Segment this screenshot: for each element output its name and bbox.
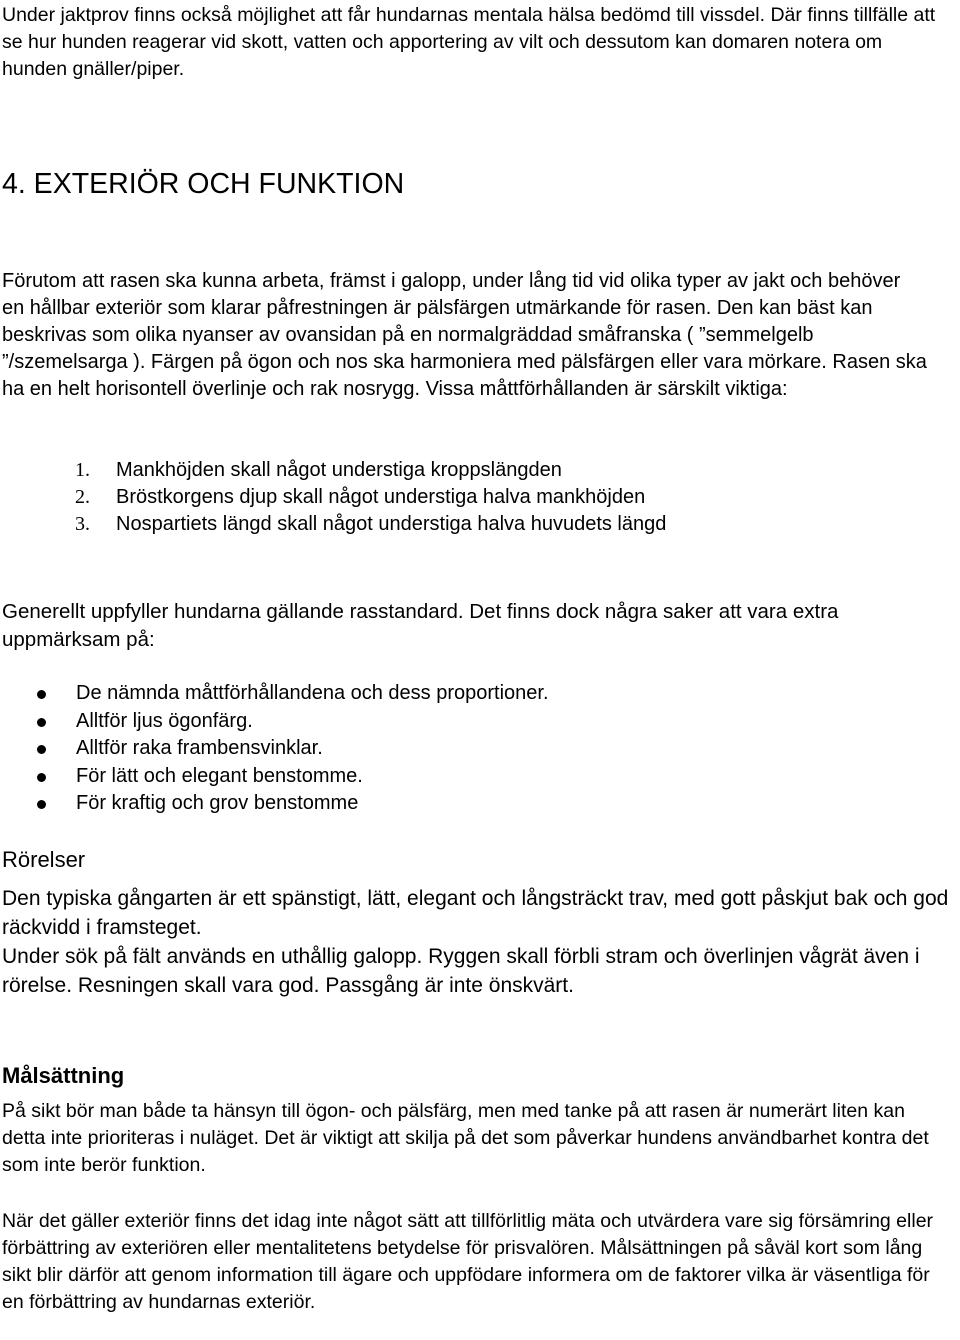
movement-text <box>2 884 960 1000</box>
list-item-text: För kraftig och grov benstomme <box>76 792 359 814</box>
list-item <box>0 680 950 708</box>
bullet-icon <box>37 773 46 782</box>
movement-heading: Rörelser <box>2 847 86 872</box>
bullet-icon <box>37 745 46 754</box>
list-item-text: Alltför raka frambensvinklar. <box>76 737 323 759</box>
list-item-text: De nämnda måttförhållandena och dess proportioner. <box>76 682 549 704</box>
list-number: 1. <box>75 459 90 481</box>
list-item <box>0 708 950 736</box>
list-item-text: Nospartiets längd skall något understiga halva huvudets längd <box>116 513 667 535</box>
intro-paragraph: Under jaktprov finns också möjlighet att får hundarnas mentala hälsa bedömd till vissdel. Där finns tillfälle att se hur hunden reagerar vid skott, vatten och apportering av vilt och dessutom kan domaren notera om hunden gnäller/piper. <box>2 4 936 80</box>
list-number: 2. <box>75 486 90 508</box>
goal-paragraph-1: På sikt bör man både ta hänsyn till ögon- och pälsfärg, men med tanke på att rasen är numerärt liten kan detta inte prioriteras i nuläget. Det är viktigt att skilja på det som påverkar hundens användbarhet kontra det som inte berör funktion. <box>2 1100 929 1176</box>
general-paragraph: Generellt uppfyller hundarna gällande rasstandard. Det finns dock några saker att vara extra uppmärksam på: <box>2 600 839 651</box>
list-item-text: Bröstkorgens djup skall något understiga halva mankhöjden <box>116 486 646 508</box>
bullet-icon <box>37 690 46 699</box>
list-number: 3. <box>75 513 90 535</box>
section-body-paragraph: Förutom att rasen ska kunna arbeta, främst i galopp, under lång tid vid olika typer av jakt och behöver en hållbar exteriör som klarar påfrestningen är pälsfärgen utmärkande för rasen. Den kan bäst kan beskrivas som olika nyanser av ovansidan på en normalgräddad småfranska ( ”semmelgelb ”/szemelsarga ). Färgen på ögon och nos ska harmoniera med pälsfärgen eller vara mörkare. Rasen ska ha en helt horisontell överlinje och rak nosrygg. Vissa måttförhållanden är särskilt viktiga: <box>2 270 927 400</box>
attention-list <box>0 680 950 818</box>
list-item <box>0 511 950 538</box>
goal-paragraph-2: När det gäller exteriör finns det idag inte något sätt att tillförlitlig mäta och utvärdera vare sig försämring eller förbättring av exteriören eller mentalitetens betydelse för prisvalören. Målsättningen på såväl kort som lång sikt blir därför att genom information till ägare och uppfödare informera om de faktorer vilka är väsentliga för en förbättring av hundarnas exteriör. <box>2 1210 934 1313</box>
list-item <box>0 790 950 818</box>
ratio-list <box>0 457 950 538</box>
bullet-icon <box>37 718 46 727</box>
list-item-text: Mankhöjden skall något understiga kroppslängden <box>116 459 562 481</box>
goal-heading: Målsättning <box>2 1063 125 1088</box>
list-item <box>0 484 950 511</box>
list-item <box>0 763 950 791</box>
list-item <box>0 735 950 763</box>
list-item-text: För lätt och elegant benstomme. <box>76 764 363 787</box>
bullet-icon <box>37 800 46 809</box>
movement-paragraph-1: Den typiska gångarten är ett spänstigt, lätt, elegant och långsträckt trav, med gott påskjut bak och god räckvidd i framsteget. <box>2 887 949 939</box>
list-item <box>0 457 950 484</box>
section-heading: 4. EXTERIÖR OCH FUNKTION <box>2 168 405 200</box>
list-item-text: Alltför ljus ögonfärg. <box>76 709 253 732</box>
movement-paragraph-2: Under sök på fält används en uthållig galopp. Ryggen skall förbli stram och överlinjen vågrät även i rörelse. Resningen skall vara god. Passgång är inte önskvärt. <box>2 945 920 997</box>
